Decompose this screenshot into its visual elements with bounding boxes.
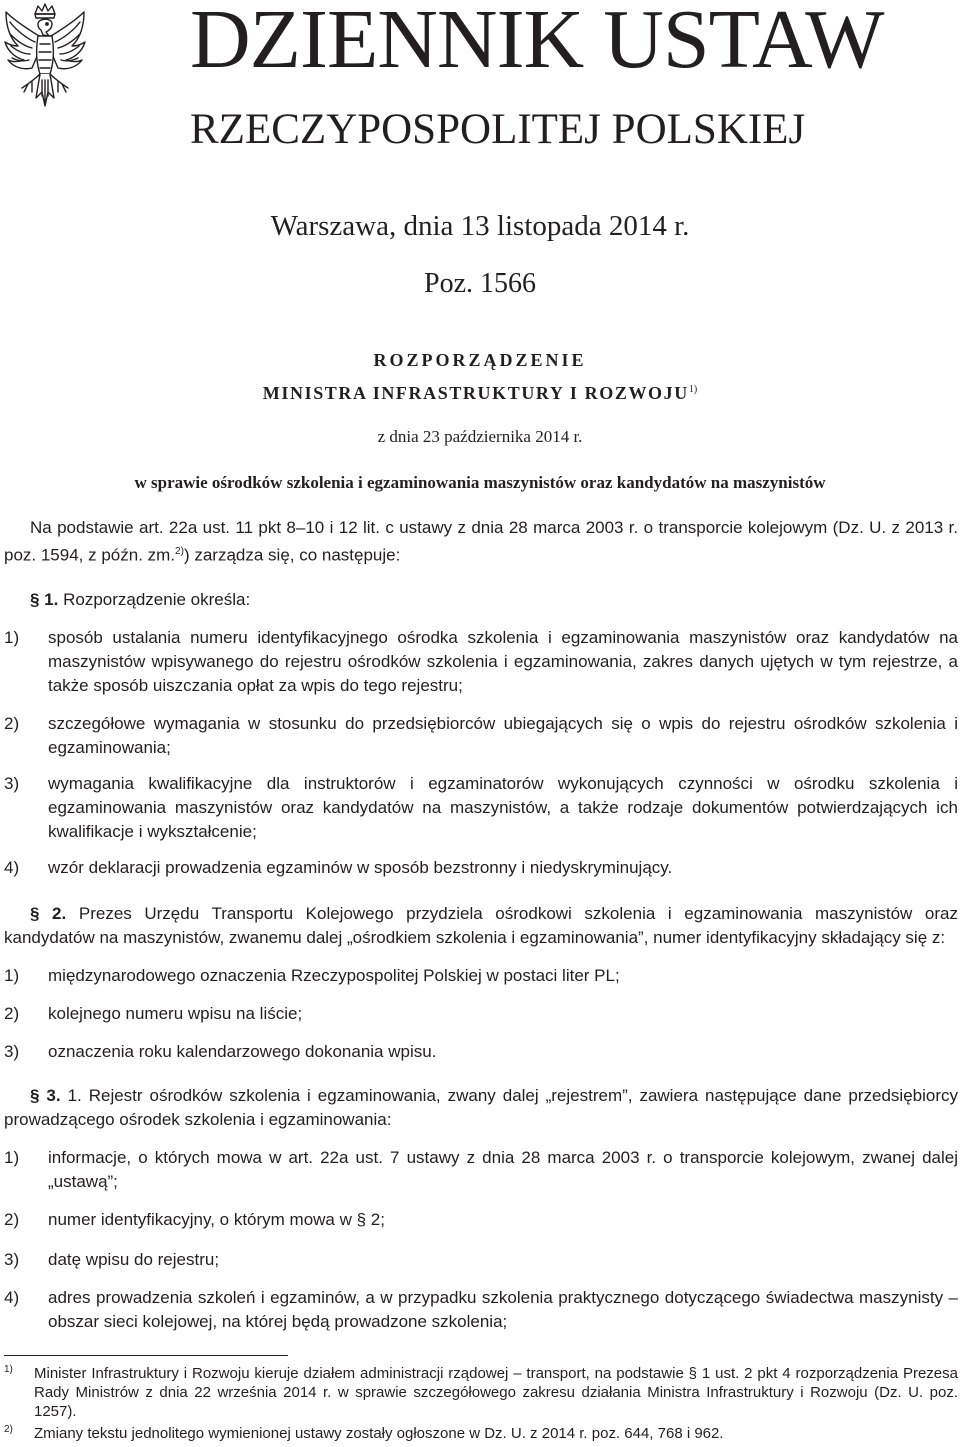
section-3-intro [4,1084,958,1132]
list-item: 2) kolejnego numeru wpisu na liście; [4,1004,303,1023]
section-2-intro [4,902,958,950]
list-item: 3) wymagania kwalifikacyjne dla instruktorów i egzaminatorów wykonujących czynności w ośrodku szkolenia i egzaminowania maszynistów oraz kandydatów na maszynistów, a także rodzaje dokumentów potwierdzających ich kwalifikacje i wykształcenie; [4,774,958,841]
position-number: Poz. 1566 [424,268,536,299]
list-item: 2) szczegółowe wymagania w stosunku do przedsiębiorców ubiegających się o wpis do rejestru ośrodków szkolenia i egzaminowania; [4,714,958,757]
section-3-marker: § 3. [30,1086,61,1105]
footnote-divider [4,1355,288,1356]
list-item: 2) numer identyfikacyjny, o którym mowa w § 2; [4,1210,385,1229]
masthead-subtitle: RZECZYPOSPOLITEJ POLSKIEJ [190,106,806,153]
dateline-text: Warszawa, dnia 13 listopada 2014 r. [270,210,690,242]
footnote-ref-2: 2) [175,546,184,557]
preamble [4,516,958,568]
section-3-intro-text: Rejestr ośrodków szkolenia i egzaminowania, zwany dalej „rejestrem”, zawiera następujące dane przedsiębiorcy prowadzącego ośrodek szkolenia i egzaminowania: [4,1086,958,1129]
footnote-ref-1: 1) [688,384,698,395]
preamble-before: Na podstawie art. 22a ust. 11 pkt 8–10 i 12 lit. c ustawy z dnia 28 marca 2003 r. o transporcie kolejowym (Dz. U. z 2013 r. poz. 1594, z późn. zm. [4,518,958,565]
polish-eagle-emblem-icon [2,2,88,116]
section-1-marker: § 1. [30,590,59,609]
section-3-sub: 1. [67,1086,82,1105]
act-date: z dnia 23 października 2014 r. [377,427,583,446]
list-item: 4) adres prowadzenia szkoleń i egzaminów, a w przypadku szkolenia praktycznego dotyczącego świadectwa maszynisty – obszar sieci kolejowej, na której będą prowadzone szkolenia; [4,1288,958,1331]
act-subject: w sprawie ośrodków szkolenia i egzaminowania maszynistów oraz kandydatów na maszynistów [134,473,826,492]
masthead-title: DZIENNIK USTAW [190,0,884,86]
list-item: 1) informacje, o których mowa w art. 22a ust. 7 ustawy z dnia 28 marca 2003 r. o transporcie kolejowym, zwanej dalej „ustawą”; [4,1148,958,1191]
footnote: 1) Minister Infrastruktury i Rozwoju kieruje działem administracji rządowej – transport, na podstawie § 1 ust. 2 pkt 4 rozporządzenia Prezesa Rady Ministrów z dnia 22 września 2014 r. w sprawie szczegółowego zakresu działania Ministra Infrastruktury i Rozwoju (Dz. U. poz. 1257). [4,1364,958,1420]
section-2-marker: § 2. [30,904,67,923]
list-item: 1) międzynarodowego oznaczenia Rzeczypospolitej Polskiej w postaci liter PL; [4,966,620,985]
list-item: 1) sposób ustalania numeru identyfikacyjnego ośrodka szkolenia i egzaminowania maszynistów oraz kandydatów na maszynistów wpisywanego do rejestru ośrodków szkolenia i egzaminowania, zakres danych ujętych w tym rejestrze, a także sposób uiszczania opłat za wpis do tego rejestru; [4,628,958,695]
dateline [0,208,960,244]
act-issuer-name: MINISTRA INFRASTRUKTURY I ROZWOJU [262,383,689,403]
footnote: 2) Zmiany tekstu jednolitego wymienionej ustawy zostały ogłoszone w Dz. U. z 2014 r. poz. 644, 768 i 962. [4,1424,724,1442]
act-type: ROZPORZĄDZENIE [373,350,587,370]
list-item: 4) wzór deklaracji prowadzenia egzaminów w sposób bezstronny i niedyskryminujący. [4,858,673,877]
list-item: 3) oznaczenia roku kalendarzowego dokonania wpisu. [4,1042,437,1061]
act-issuer [0,378,960,405]
section-1-intro-text: Rozporządzenie określa: [63,590,251,609]
section-2-intro-text: Prezes Urzędu Transportu Kolejowego przydziela ośrodkowi szkolenia i egzaminowania maszynistów oraz kandydatów na maszynistów, zwanemu dalej „ośrodkiem szkolenia i egzaminowania”, numer identyfikacyjny składający się z: [4,904,958,947]
list-item: 3) datę wpisu do rejestru; [4,1250,220,1269]
section-1-intro [4,588,958,612]
preamble-after: ) zarządza się, co następuje: [183,545,401,565]
